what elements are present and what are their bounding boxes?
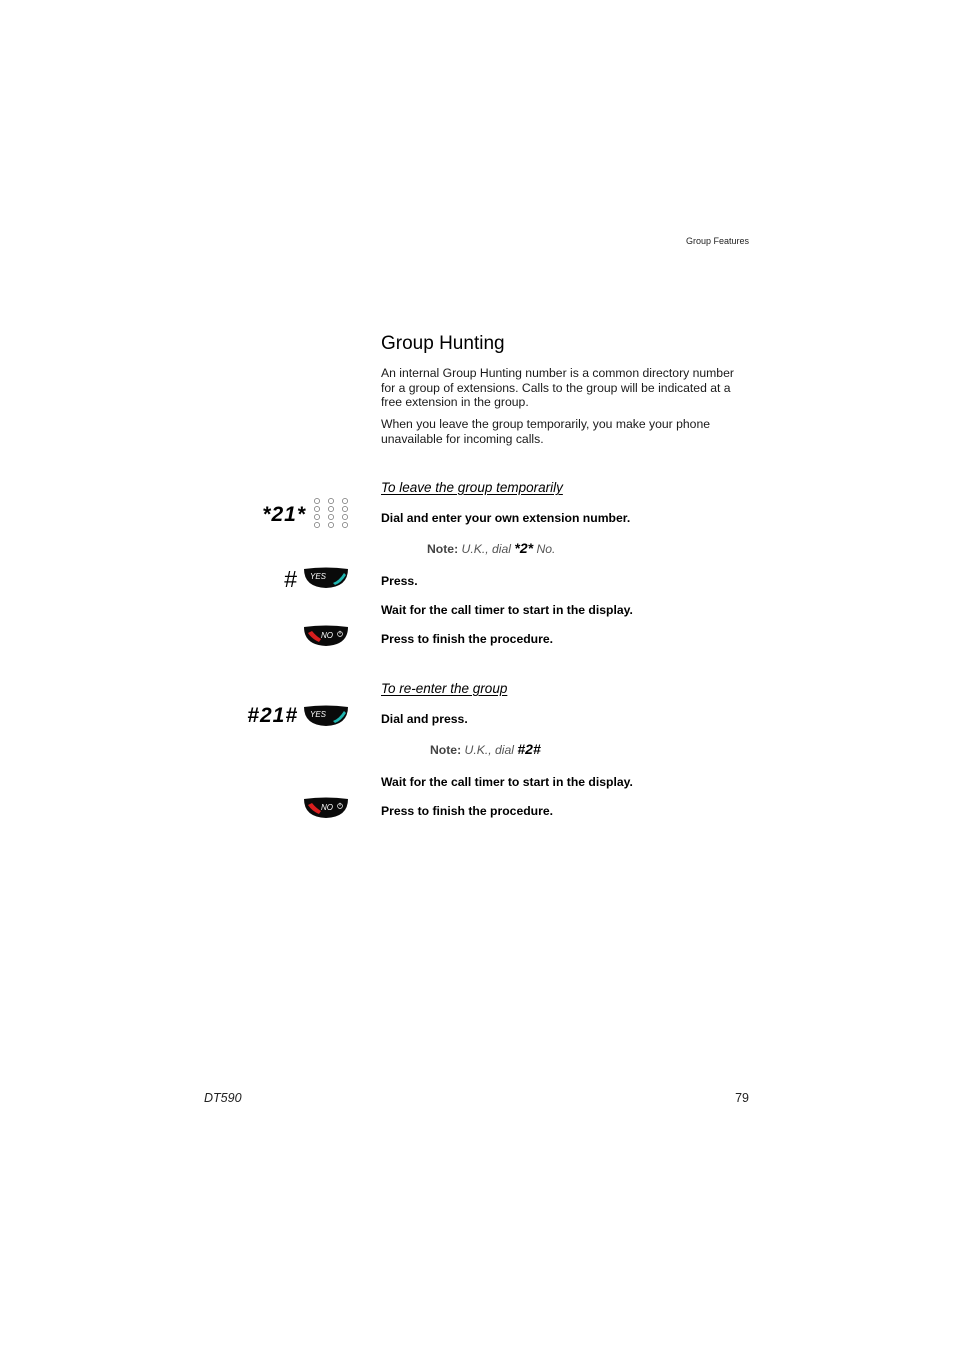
note-text: U.K., dial [464, 743, 514, 757]
note-label: Note: [430, 743, 462, 757]
no-key-icon [303, 625, 349, 652]
yes-key-icon [303, 705, 349, 732]
step-press-yes: Press. [381, 574, 418, 588]
svg-text:YES: YES [310, 572, 327, 581]
running-header: Group Features [685, 236, 749, 246]
no-key-icon [303, 797, 349, 824]
step-dial-and-press: Dial and press. [381, 712, 468, 726]
note-text: U.K., dial [461, 542, 511, 556]
note-uk-reenter [430, 741, 541, 757]
note-uk-leave [427, 540, 555, 556]
intro-paragraph-1: An internal Group Hunting number is a common directory number for a group of extensions. Calls to the group will be indicated at a free extension in the group. [381, 366, 734, 410]
step-dial-extension: Dial and enter your own extension number. [381, 511, 631, 525]
svg-text:NO: NO [321, 631, 333, 640]
step-wait-timer-reenter: Wait for the call timer to start in the display. [381, 775, 633, 789]
step-finish-reenter: Press to finish the procedure. [381, 804, 554, 818]
note-label: Note: [427, 542, 459, 556]
footer-model: DT590 [204, 1091, 242, 1105]
page-title: Group Hunting [381, 333, 505, 354]
page-number: 79 [735, 1091, 749, 1105]
subheading-leave-group: To leave the group temporarily [381, 480, 563, 495]
dial-code-reenter: #21# [247, 704, 298, 727]
svg-text:NO: NO [321, 803, 333, 812]
note-suffix: No. [536, 542, 556, 556]
hash-symbol: # [284, 566, 298, 592]
dial-code-leave: *21* [262, 503, 306, 526]
step-finish-leave: Press to finish the procedure. [381, 632, 554, 646]
note-code: #2# [517, 741, 541, 757]
intro-paragraph-2: When you leave the group temporarily, you make your phone unavailable for incoming calls. [381, 417, 711, 446]
note-code: *2* [514, 540, 534, 556]
step-wait-timer-leave: Wait for the call timer to start in the display. [381, 603, 633, 617]
subheading-reenter-group: To re-enter the group [381, 681, 508, 696]
keypad-icon [310, 497, 352, 535]
yes-key-icon [303, 567, 349, 594]
svg-text:YES: YES [310, 710, 327, 719]
